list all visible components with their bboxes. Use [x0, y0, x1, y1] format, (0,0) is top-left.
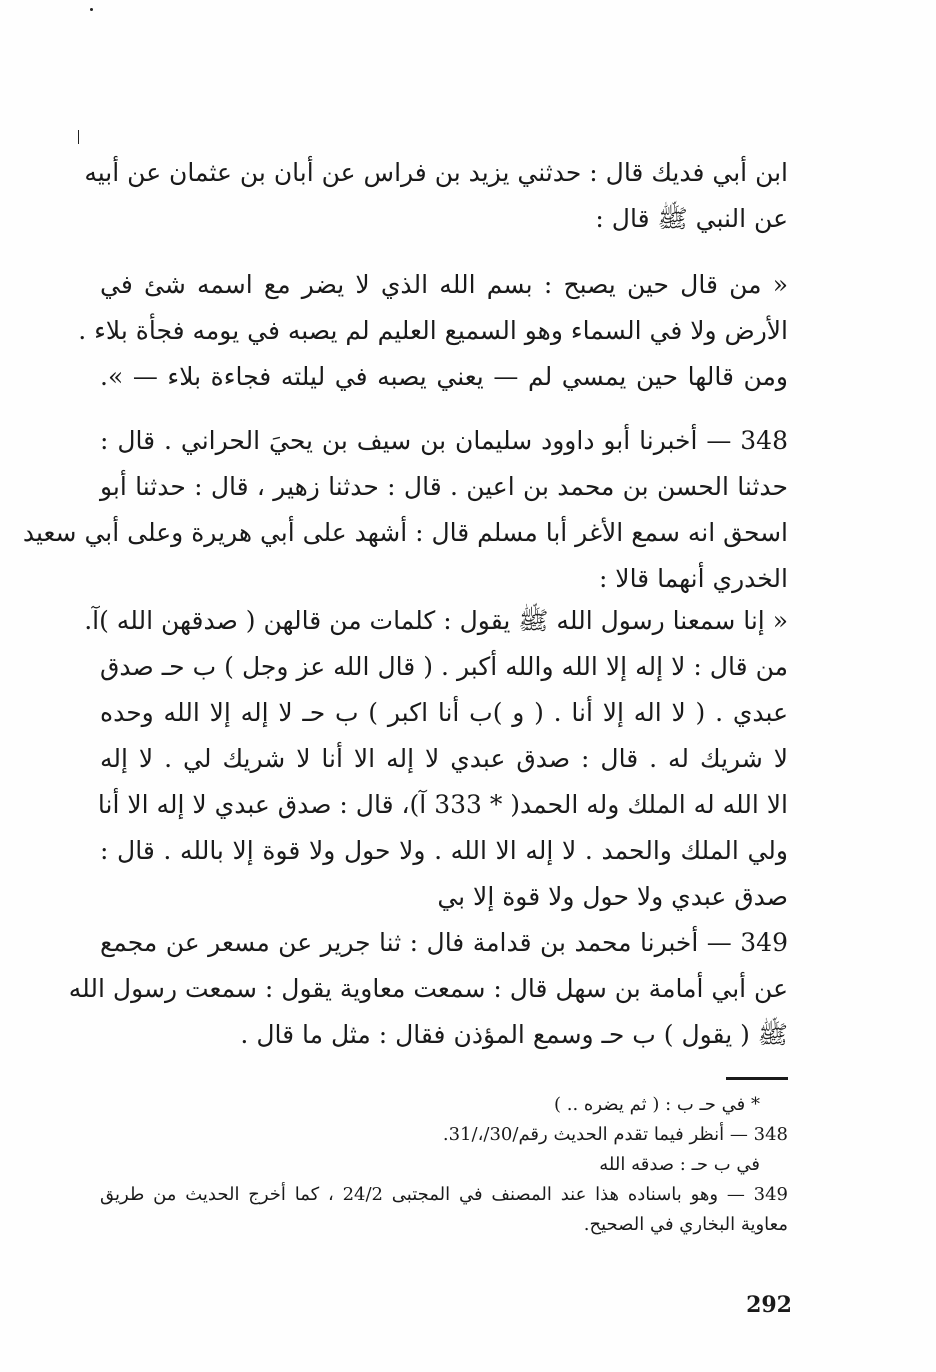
text-line: من قال : لا إله إلا الله والله أكبر . ( قال الله عز وجل ) ب حـ صدق [100, 652, 788, 681]
footnote-divider [726, 1077, 788, 1080]
scan-speck [90, 8, 93, 11]
paragraph-hadith-349 [68, 920, 788, 1058]
scan-mark [78, 130, 79, 144]
text-line: لا شريك له . قال : صدق عبدي لا إله الا أنا لا شريك لي . لا إله [100, 744, 788, 773]
paragraph-isnad-intro [84, 150, 788, 242]
text-line: 348 — أخبرنا أبو داوود سليمان بن سيف بن يحيَ الحراني . قال : [100, 426, 788, 455]
text-line: الا الله له الملك وله الحمد( * 333 آ)، قال : صدق عبدي لا إله الا أنا [97, 790, 788, 819]
footnote-line: في ب حـ : صدقه الله [599, 1154, 760, 1175]
footnotes [100, 1090, 788, 1240]
text-line: حدثنا الحسن بن محمد بن اعين . قال : حدثنا زهير ، قال : حدثنا أبو [100, 472, 788, 501]
text-line: « إنا سمعنا رسول الله ﷺ يقول : كلمات من قالهن ( صدقهن الله )آ. [84, 606, 788, 635]
text-line: ابن أبي فديك قال : حدثني يزيد بن فراس عن أبان بن عثمان عن أبيه [84, 158, 788, 187]
text-line: ﷺ ( يقول ) ب حـ وسمع المؤذن فقال : مثل ما قال . [240, 1020, 788, 1049]
footnote-line: * في حـ ب : ( ثم يضره .. ) [554, 1094, 760, 1115]
text-line: عن أبي أمامة بن سهل قال : سمعت معاوية يقول : سمعت رسول الله [68, 974, 788, 1003]
text-line: « من قال حين يصبح : بسم الله الذي لا يضر مع اسمه شئ في [100, 270, 788, 299]
text-line: الخدري أنهما قالا : [598, 564, 788, 593]
paragraph-hadith-348-matn [84, 598, 788, 920]
text-line: ولي الملك والحمد . لا إله الا الله . ولا حول ولا قوة إلا بالله . قال : [100, 836, 788, 865]
footnote-line: 348 — أنظر فيما تقدم الحديث رقم/30/،/31. [442, 1124, 788, 1145]
text-line: عبدي . ( لا اله إلا أنا . ( و )ب أنا اكبر ) ب حـ لا إله إلا الله وحده [100, 698, 788, 727]
text-line: صدق عبدي ولا حول ولا قوة إلا بي [437, 882, 788, 911]
text-line: ومن قالها حين يمسي لم — يعني يصبه في ليلته فجاءة بلاء — ». [100, 362, 788, 391]
footnote-line: 349 — وهو باسناده هذا عند المصنف في المجتبى 24/2 ، كما أخرج الحديث من طريق [100, 1184, 789, 1205]
paragraph-hadith-348 [22, 418, 788, 602]
paragraph-hadith-text [78, 262, 788, 400]
page-number: 292 [746, 1292, 792, 1318]
text-line: الأرض ولا في السماء وهو السميع العليم لم يصبه في يومه فجأة بلاء . [78, 316, 788, 345]
text-line: عن النبي ﷺ قال : [595, 204, 788, 233]
text-line: اسحق انه سمع الأغر أبا مسلم قال : أشهد على أبي هريرة وعلى أبي سعيد [22, 518, 788, 547]
footnote-line: معاوية البخاري في الصحيح. [583, 1214, 788, 1235]
text-line: 349 — أخبرنا محمد بن قدامة فال : ثنا جرير عن مسعر عن مجمع [100, 928, 788, 957]
